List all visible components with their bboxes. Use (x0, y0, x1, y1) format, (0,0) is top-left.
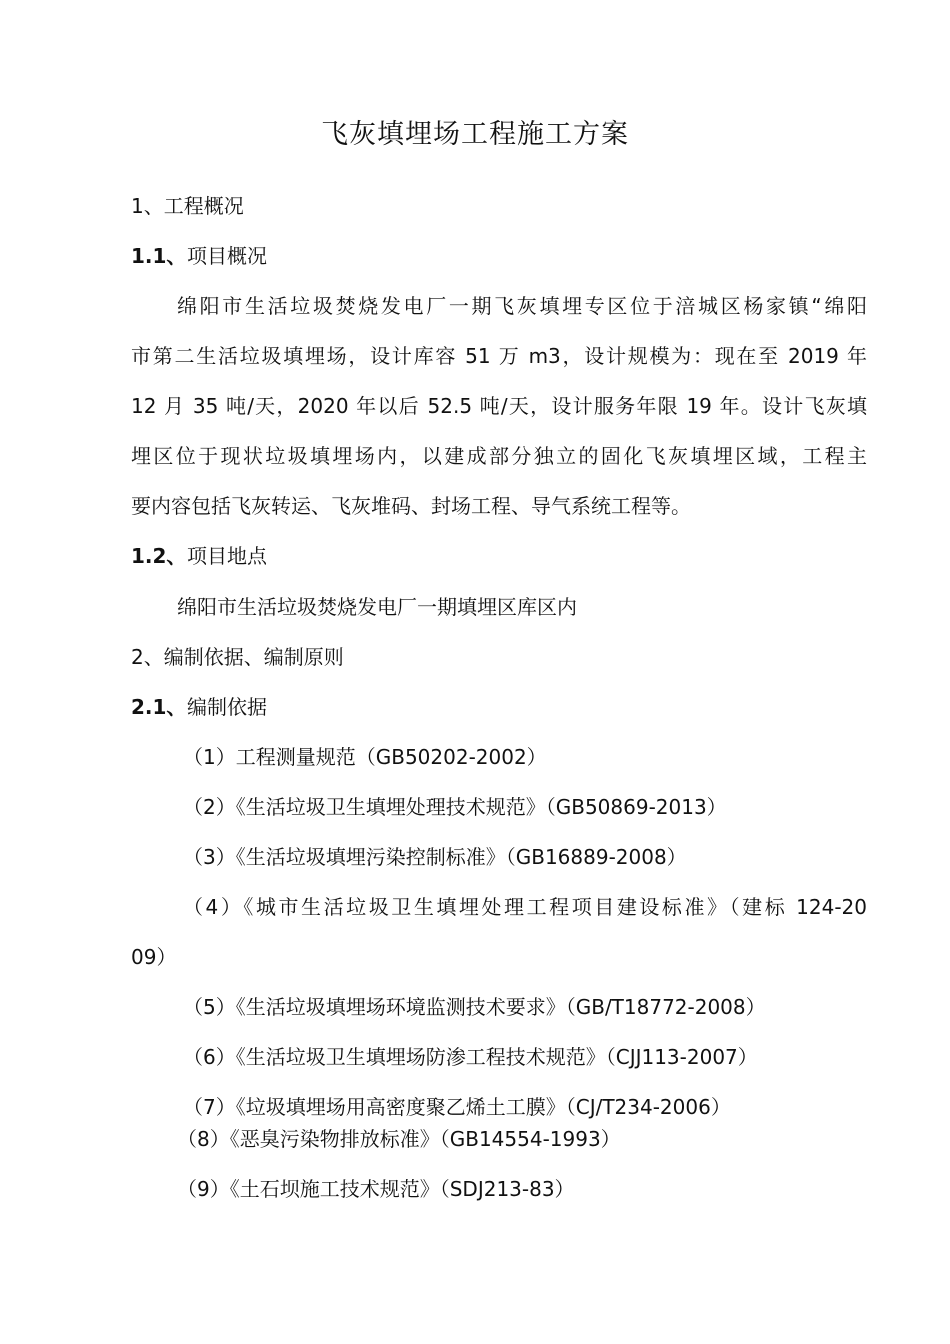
section-2-1-title: 编制依据 (187, 695, 267, 719)
section-2-heading: 2、编制依据、编制原则 (131, 645, 344, 669)
section-1-1-title: 项目概况 (187, 244, 267, 268)
section-1-2-number: 1.2、 (131, 544, 187, 568)
reference-item-9: （9）《土石坝施工技术规范》（SDJ213-83） (177, 1177, 575, 1201)
section-1-2-heading (131, 543, 267, 569)
paragraph-line-3: 12 月 35 吨/天，2020 年以后 52.5 吨/天，设计服务年限 19 年。设计飞灰填 (131, 394, 867, 418)
reference-item-2: （2）《生活垃圾卫生填埋处理技术规范》（GB50869-2013） (183, 795, 727, 819)
reference-item-6: （6）《生活垃圾卫生填埋场防渗工程技术规范》（CJJ113-2007） (183, 1045, 758, 1069)
section-2-1-number: 2.1、 (131, 695, 187, 719)
reference-item-7: （7）《垃圾填埋场用高密度聚乙烯土工膜》（CJ/T234-2006） (183, 1095, 731, 1119)
paragraph-line-4: 埋区位于现状垃圾填埋场内，以建成部分独立的固化飞灰填埋区域，工程主 (131, 444, 867, 468)
section-1-heading: 1、工程概况 (131, 194, 244, 218)
section-2-1-heading (131, 694, 267, 720)
reference-item-4: （4）《城市生活垃圾卫生填埋处理工程项目建设标准》（建标 124-20 (183, 895, 867, 919)
reference-item-4-continued: 09） (131, 945, 177, 969)
reference-item-3: （3）《生活垃圾填埋污染控制标准》（GB16889-2008） (183, 845, 687, 869)
reference-item-1: （1）工程测量规范（GB50202-2002） (183, 745, 547, 769)
section-1-1-number: 1.1、 (131, 244, 187, 268)
location-paragraph: 绵阳市生活垃圾焚烧发电厂一期填埋区库区内 (177, 595, 577, 619)
paragraph-line-1: 绵阳市生活垃圾焚烧发电厂一期飞灰填埋专区位于涪城区杨家镇“绵阳 (177, 294, 867, 318)
section-1-2-title: 项目地点 (187, 544, 267, 568)
section-1-1-heading (131, 243, 267, 269)
paragraph-line-5: 要内容包括飞灰转运、飞灰堆码、封场工程、导气系统工程等。 (131, 494, 691, 518)
document-title: 飞灰填埋场工程施工方案 (321, 119, 629, 150)
reference-item-8: （8）《恶臭污染物排放标准》（GB14554-1993） (177, 1127, 621, 1151)
reference-item-5: （5）《生活垃圾填埋场环境监测技术要求》（GB/T18772-2008） (183, 995, 766, 1019)
paragraph-line-2: 市第二生活垃圾填埋场，设计库容 51 万 m3，设计规模为：现在至 2019 年 (131, 344, 867, 368)
